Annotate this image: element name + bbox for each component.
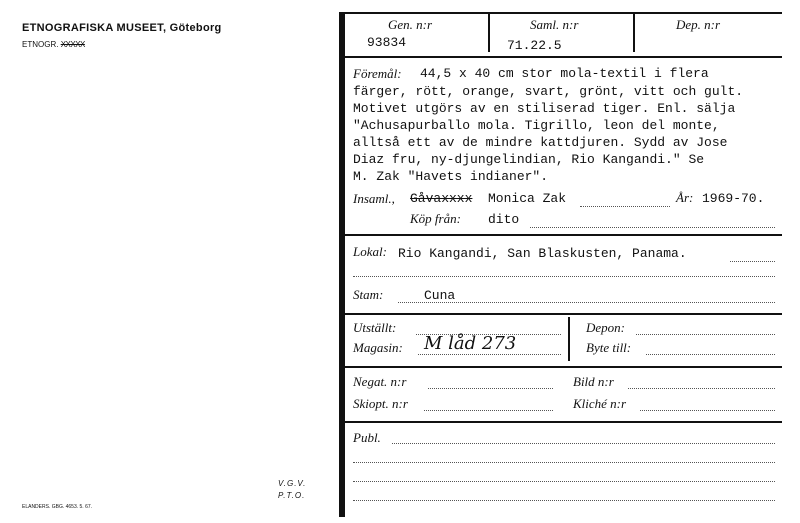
- bild-dots: [628, 388, 775, 389]
- printer-mark: ELANDERS. GBG. 4653. 5. 67.: [22, 504, 93, 510]
- kliche-label: Kliché n:r: [573, 396, 627, 411]
- gen-label: Gen. n:r: [388, 17, 433, 32]
- stam-dots: [398, 302, 775, 303]
- top-divider-2: [633, 12, 635, 52]
- kop-dots: [530, 227, 775, 228]
- saml-label: Saml. n:r: [530, 17, 579, 32]
- lokal-dots-1: [730, 261, 775, 262]
- storage-divider: [568, 317, 570, 361]
- foremal-label: Föremål:: [353, 66, 402, 81]
- vgv-text: V.G.V.: [278, 479, 307, 488]
- skiopt-label: Skiopt. n:r: [353, 396, 408, 411]
- depon-label: Depon:: [586, 320, 625, 335]
- magasin-label: Magasin:: [353, 340, 403, 355]
- vgv-pto: [278, 478, 306, 502]
- byte-dots: [646, 354, 775, 355]
- divider-photo: [345, 421, 782, 423]
- insaml-label: Insaml.,: [353, 191, 395, 206]
- divider-kop: [345, 234, 782, 236]
- lokal-value: Rio Kangandi, San Blaskusten, Panama.: [398, 246, 687, 261]
- etnogr-prefix: ETNOGR.: [22, 40, 59, 49]
- foremal-line-3: Motivet utgörs av en stiliserad tiger. Enl. sälja: [353, 101, 736, 116]
- skiopt-dots: [424, 410, 553, 411]
- publ-dots-2: [353, 462, 775, 463]
- publ-dots-1: [392, 443, 775, 444]
- insaml-value: Monica Zak: [488, 191, 567, 206]
- publ-dots-4: [353, 500, 775, 501]
- foremal-line-4: "Achusapurballo mola. Tigrillo, leon del monte,: [353, 118, 720, 133]
- stam-value: Cuna: [424, 288, 456, 303]
- divider-storage: [345, 366, 782, 368]
- utstallt-label: Utställt:: [353, 320, 397, 335]
- ar-label: År:: [676, 190, 694, 205]
- bild-label: Bild n:r: [573, 374, 614, 389]
- foremal-line-6: Diaz fru, ny-djungelindian, Rio Kangandi." Se: [353, 152, 705, 167]
- gen-value: 93834: [367, 35, 407, 50]
- lokal-label: Lokal:: [353, 244, 387, 259]
- insaml-dots: [580, 206, 670, 207]
- divider-top-row: [345, 56, 782, 58]
- dep-label: Dep. n:r: [676, 17, 721, 32]
- magasin-value: M låd 273: [424, 333, 517, 354]
- pto-text: P.T.O.: [278, 491, 306, 500]
- top-divider-1: [488, 12, 490, 52]
- card-left-border: [339, 12, 345, 517]
- magasin-dots: [418, 354, 561, 355]
- publ-label: Publ.: [353, 430, 381, 445]
- foremal-line-2: färger, rött, orange, svart, grönt, vitt och gult.: [353, 84, 744, 99]
- foremal-line-5: alltså ett av de mindre kattdjuren. Sydd av Jose: [353, 135, 728, 150]
- depon-dots: [636, 334, 775, 335]
- kliche-dots: [640, 410, 775, 411]
- etnogr-struck: XXXXX: [60, 40, 85, 49]
- publ-dots-3: [353, 481, 775, 482]
- ar-value: 1969-70.: [702, 191, 765, 206]
- negat-label: Negat. n:r: [353, 374, 407, 389]
- foremal-line-1: 44,5 x 40 cm stor mola-textil i flera: [420, 66, 709, 81]
- negat-dots: [428, 388, 553, 389]
- card-top-border: [345, 12, 782, 14]
- saml-value: 71.22.5: [507, 38, 562, 53]
- kop-label: Köp från:: [410, 211, 461, 226]
- stam-label: Stam:: [353, 287, 384, 302]
- foremal-line-7: M. Zak "Havets indianer".: [353, 169, 549, 184]
- etnogr-line: [22, 40, 85, 49]
- lokal-dots-2: [353, 276, 775, 277]
- insaml-struck: Gåvaxxxx: [410, 191, 473, 206]
- byte-label: Byte till:: [586, 340, 632, 355]
- museum-title: ETNOGRAFISKA MUSEET, Göteborg: [22, 22, 222, 34]
- divider-stam: [345, 313, 782, 315]
- kop-value: dito: [488, 212, 520, 227]
